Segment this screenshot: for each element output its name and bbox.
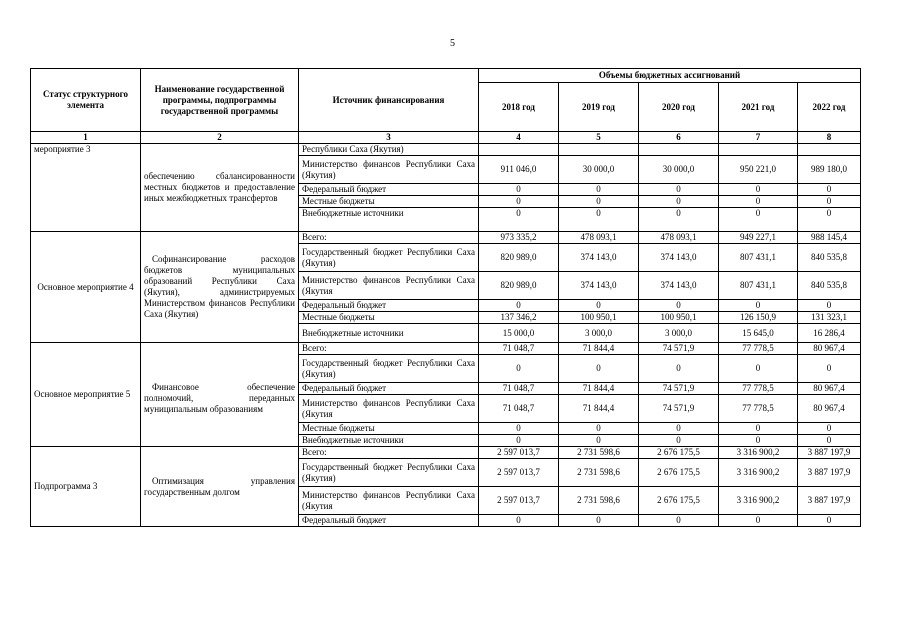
element-status: мероприятие 3 xyxy=(31,144,141,232)
funding-source: Местные бюджеты xyxy=(299,423,479,435)
amount-cell: 2 597 013,7 xyxy=(479,459,559,487)
amount-cell: 126 150,9 xyxy=(719,312,798,324)
funding-source: Государственный бюджет Республики Саха (Якутия) xyxy=(299,459,479,487)
amount-cell: 478 093,1 xyxy=(559,232,639,244)
amount-cell: 0 xyxy=(559,196,639,208)
amount-cell: 0 xyxy=(798,184,861,196)
amount-cell: 2 676 175,5 xyxy=(639,487,719,515)
amount-cell: 2 676 175,5 xyxy=(639,447,719,459)
header-status: Статус структурного элемента xyxy=(31,69,141,132)
amount-cell: 0 xyxy=(798,196,861,208)
amount-cell: 2 731 598,6 xyxy=(559,447,639,459)
amount-cell: 911 046,0 xyxy=(479,156,559,184)
amount-cell: 100 950,1 xyxy=(639,312,719,324)
header-year: 2022 год xyxy=(798,83,861,132)
amount-cell xyxy=(639,144,719,156)
column-number: 7 xyxy=(719,132,798,144)
amount-cell: 949 227,1 xyxy=(719,232,798,244)
funding-source: Министерство финансов Республики Саха (Якутия xyxy=(299,272,479,300)
amount-cell: 374 143,0 xyxy=(639,272,719,300)
page-number: 5 xyxy=(450,38,455,49)
column-number: 5 xyxy=(559,132,639,144)
amount-cell: 71 048,7 xyxy=(479,395,559,423)
amount-cell: 30 000,0 xyxy=(639,156,719,184)
header-allocations: Объемы бюджетных ассигнований xyxy=(479,69,861,83)
amount-cell: 0 xyxy=(639,423,719,435)
amount-cell: 137 346,2 xyxy=(479,312,559,324)
funding-source: Местные бюджеты xyxy=(299,312,479,324)
amount-cell: 77 778,5 xyxy=(719,383,798,395)
amount-cell: 3 887 197,9 xyxy=(798,459,861,487)
funding-source: Министерство финансов Республики Саха (Якутия xyxy=(299,395,479,423)
amount-cell: 2 731 598,6 xyxy=(559,459,639,487)
amount-cell: 0 xyxy=(639,355,719,383)
amount-cell: 16 286,4 xyxy=(798,324,861,343)
amount-cell: 0 xyxy=(559,208,639,232)
amount-cell: 15 645,0 xyxy=(719,324,798,343)
table-row xyxy=(31,343,861,355)
amount-cell: 3 887 197,9 xyxy=(798,487,861,515)
element-status: Основное мероприятие 5 xyxy=(31,343,141,447)
funding-source: Местные бюджеты xyxy=(299,196,479,208)
amount-cell: 77 778,5 xyxy=(719,343,798,355)
amount-cell: 0 xyxy=(639,196,719,208)
amount-cell: 131 323,1 xyxy=(798,312,861,324)
amount-cell: 0 xyxy=(639,515,719,527)
header-year: 2020 год xyxy=(639,83,719,132)
header-year: 2018 год xyxy=(479,83,559,132)
funding-source: Федеральный бюджет xyxy=(299,383,479,395)
amount-cell: 0 xyxy=(559,355,639,383)
element-status: Подпрограмма 3 xyxy=(31,447,141,527)
column-number: 4 xyxy=(479,132,559,144)
amount-cell: 374 143,0 xyxy=(639,244,719,272)
element-name: Оптимизация управления государственным долгом xyxy=(141,447,299,527)
amount-cell: 840 535,8 xyxy=(798,272,861,300)
amount-cell: 0 xyxy=(559,184,639,196)
amount-cell: 3 316 900,2 xyxy=(719,459,798,487)
column-number-row xyxy=(31,132,861,144)
funding-source: Внебюджетные источники xyxy=(299,435,479,447)
amount-cell: 0 xyxy=(479,435,559,447)
amount-cell: 0 xyxy=(479,423,559,435)
amount-cell: 0 xyxy=(559,515,639,527)
header-year: 2019 год xyxy=(559,83,639,132)
funding-source: Внебюджетные источники xyxy=(299,208,479,232)
amount-cell: 0 xyxy=(798,423,861,435)
amount-cell xyxy=(479,144,559,156)
table-row xyxy=(31,447,861,459)
amount-cell: 2 597 013,7 xyxy=(479,487,559,515)
amount-cell: 0 xyxy=(479,208,559,232)
amount-cell: 0 xyxy=(719,355,798,383)
amount-cell: 71 844,4 xyxy=(559,343,639,355)
amount-cell: 0 xyxy=(719,300,798,312)
amount-cell: 374 143,0 xyxy=(559,272,639,300)
amount-cell: 0 xyxy=(639,184,719,196)
amount-cell: 0 xyxy=(639,208,719,232)
amount-cell: 3 316 900,2 xyxy=(719,447,798,459)
header-year: 2021 год xyxy=(719,83,798,132)
amount-cell: 0 xyxy=(559,300,639,312)
amount-cell: 2 676 175,5 xyxy=(639,459,719,487)
funding-source: Всего: xyxy=(299,343,479,355)
funding-source: Федеральный бюджет xyxy=(299,184,479,196)
amount-cell: 71 844,4 xyxy=(559,395,639,423)
amount-cell: 80 967,4 xyxy=(798,383,861,395)
amount-cell: 0 xyxy=(719,184,798,196)
amount-cell: 0 xyxy=(719,423,798,435)
amount-cell: 807 431,1 xyxy=(719,244,798,272)
amount-cell: 0 xyxy=(479,355,559,383)
amount-cell: 71 048,7 xyxy=(479,343,559,355)
amount-cell: 989 180,0 xyxy=(798,156,861,184)
funding-source: Министерство финансов Республики Саха (Якутия) xyxy=(299,156,479,184)
budget-allocations-table xyxy=(30,68,861,527)
column-number: 8 xyxy=(798,132,861,144)
amount-cell: 2 597 013,7 xyxy=(479,447,559,459)
amount-cell: 0 xyxy=(479,196,559,208)
amount-cell: 74 571,9 xyxy=(639,395,719,423)
element-name: Софинансирование расходов бюджетов муниципальных образований Республики Саха (Якутия), администрируемых Министерством финансов Республики Саха (Якутия) xyxy=(141,232,299,343)
header-source: Источник финансирования xyxy=(299,69,479,132)
amount-cell: 0 xyxy=(479,300,559,312)
funding-source: Республики Саха (Якутия) xyxy=(299,144,479,156)
amount-cell: 0 xyxy=(639,435,719,447)
table-row xyxy=(31,144,861,156)
amount-cell: 77 778,5 xyxy=(719,395,798,423)
column-number: 2 xyxy=(141,132,299,144)
element-status: Основное мероприятие 4 xyxy=(31,232,141,343)
amount-cell: 0 xyxy=(479,184,559,196)
amount-cell: 0 xyxy=(719,196,798,208)
amount-cell: 0 xyxy=(719,515,798,527)
amount-cell: 3 000,0 xyxy=(639,324,719,343)
amount-cell: 80 967,4 xyxy=(798,395,861,423)
amount-cell: 0 xyxy=(798,515,861,527)
element-name: Финансовое обеспечение полномочий, переданных муниципальным образованиям xyxy=(141,343,299,447)
amount-cell: 74 571,9 xyxy=(639,343,719,355)
amount-cell: 0 xyxy=(559,423,639,435)
amount-cell: 973 335,2 xyxy=(479,232,559,244)
amount-cell xyxy=(719,144,798,156)
column-number: 3 xyxy=(299,132,479,144)
table-row xyxy=(31,232,861,244)
funding-source: Государственный бюджет Республики Саха (Якутия) xyxy=(299,355,479,383)
amount-cell: 820 989,0 xyxy=(479,244,559,272)
amount-cell xyxy=(559,144,639,156)
funding-source: Внебюджетные источники xyxy=(299,324,479,343)
amount-cell: 74 571,9 xyxy=(639,383,719,395)
amount-cell: 71 048,7 xyxy=(479,383,559,395)
funding-source: Федеральный бюджет xyxy=(299,515,479,527)
amount-cell: 30 000,0 xyxy=(559,156,639,184)
header-program-name: Наименование государственной программы, подпрограммы государственной программы xyxy=(141,69,299,132)
amount-cell: 100 950,1 xyxy=(559,312,639,324)
amount-cell: 807 431,1 xyxy=(719,272,798,300)
amount-cell: 0 xyxy=(798,208,861,232)
column-number: 6 xyxy=(639,132,719,144)
funding-source: Министерство финансов Республики Саха (Якутия xyxy=(299,487,479,515)
funding-source: Всего: xyxy=(299,447,479,459)
funding-source: Всего: xyxy=(299,232,479,244)
amount-cell: 80 967,4 xyxy=(798,343,861,355)
amount-cell: 2 731 598,6 xyxy=(559,487,639,515)
amount-cell: 840 535,8 xyxy=(798,244,861,272)
amount-cell: 0 xyxy=(798,300,861,312)
amount-cell: 71 844,4 xyxy=(559,383,639,395)
amount-cell: 0 xyxy=(798,435,861,447)
amount-cell: 0 xyxy=(719,435,798,447)
amount-cell: 0 xyxy=(798,355,861,383)
amount-cell: 374 143,0 xyxy=(559,244,639,272)
amount-cell: 0 xyxy=(479,515,559,527)
amount-cell: 3 000,0 xyxy=(559,324,639,343)
amount-cell: 3 887 197,9 xyxy=(798,447,861,459)
funding-source: Государственный бюджет Республики Саха (Якутия) xyxy=(299,244,479,272)
funding-source: Федеральный бюджет xyxy=(299,300,479,312)
amount-cell: 820 989,0 xyxy=(479,272,559,300)
amount-cell: 0 xyxy=(559,435,639,447)
amount-cell: 15 000,0 xyxy=(479,324,559,343)
amount-cell xyxy=(798,144,861,156)
amount-cell: 950 221,0 xyxy=(719,156,798,184)
amount-cell: 478 093,1 xyxy=(639,232,719,244)
amount-cell: 988 145,4 xyxy=(798,232,861,244)
amount-cell: 0 xyxy=(639,300,719,312)
column-number: 1 xyxy=(31,132,141,144)
amount-cell: 0 xyxy=(719,208,798,232)
element-name: обеспечению сбалансированности местных бюджетов и предоставление иных межбюджетных трансфертов xyxy=(141,144,299,232)
amount-cell: 3 316 900,2 xyxy=(719,487,798,515)
